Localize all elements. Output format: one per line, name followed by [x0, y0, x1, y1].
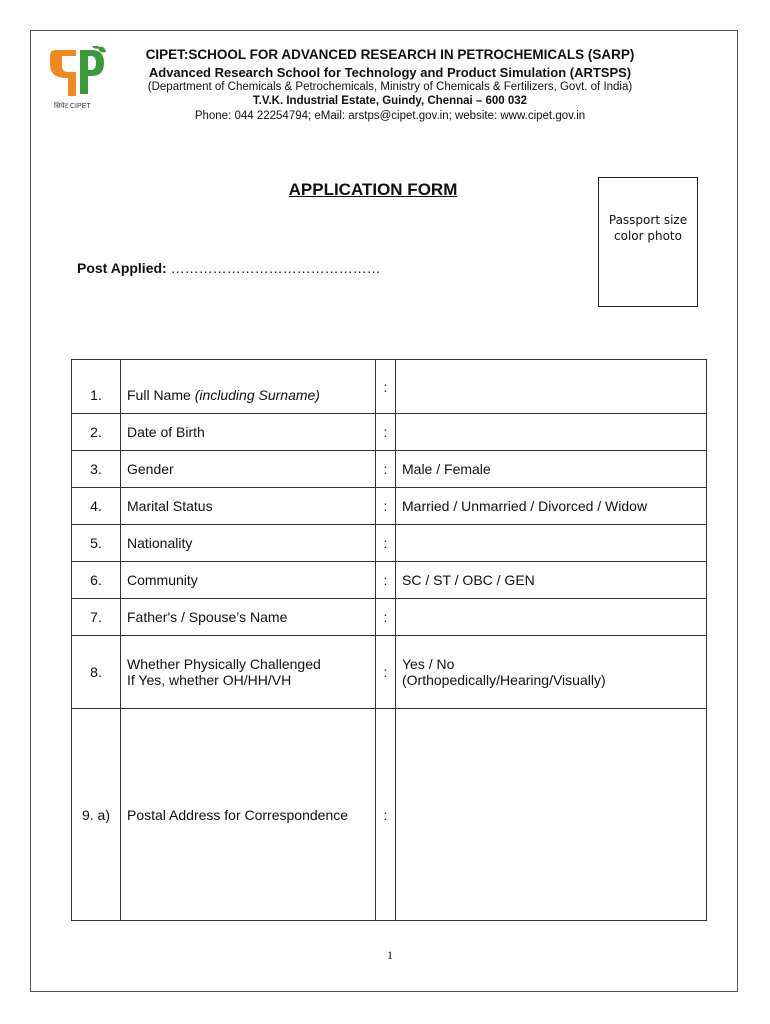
application-table [71, 359, 707, 921]
row-label: Father's / Spouse’s Name [121, 599, 376, 636]
row-colon: : [376, 562, 396, 599]
row-number: 3. [72, 451, 121, 488]
table-row [72, 599, 707, 636]
row-colon: : [376, 709, 396, 921]
row-number: 1. [72, 360, 121, 414]
gender-field[interactable]: Male / Female [396, 451, 707, 488]
full-name-field[interactable] [396, 360, 707, 414]
row-label-line2: If Yes, whether OH/HH/VH [127, 672, 292, 688]
institute-name: CIPET:SCHOOL FOR ADVANCED RESEARCH IN PETROCHEMICALS (SARP) [145, 47, 635, 62]
row-colon: : [376, 636, 396, 709]
post-applied[interactable] [77, 260, 381, 276]
row-colon: : [376, 488, 396, 525]
physically-challenged-field[interactable] [396, 636, 707, 709]
photo-label-line2: color photo [614, 229, 682, 243]
father-spouse-name-field[interactable] [396, 599, 707, 636]
table-row [72, 488, 707, 525]
department-line: (Department of Chemicals & Petrochemicals, Ministry of Chemicals & Fertilizers, Govt. of India) [147, 81, 633, 93]
postal-address-field[interactable] [396, 709, 707, 921]
row-label: Date of Birth [121, 414, 376, 451]
post-applied-colon: : [162, 260, 167, 276]
row-label: Community [121, 562, 376, 599]
marital-status-field[interactable]: Married / Unmarried / Divorced / Widow [396, 488, 707, 525]
table-row [72, 562, 707, 599]
table-row [72, 414, 707, 451]
logo-caption: सिपेट CIPET [54, 103, 91, 110]
school-name: Advanced Research School for Technology and Product Simulation (ARTSPS) [148, 65, 632, 80]
row-label [121, 636, 376, 709]
table-row [72, 525, 707, 562]
row-number: 2. [72, 414, 121, 451]
row-label-note: (including Surname) [194, 386, 320, 403]
row-value-line2: (Orthopedically/Hearing/Visually) [402, 672, 606, 688]
row-colon: : [376, 414, 396, 451]
community-field[interactable]: SC / ST / OBC / GEN [396, 562, 707, 599]
row-number: 5. [72, 525, 121, 562]
row-number: 4. [72, 488, 121, 525]
address-line: T.V.K. Industrial Estate, Guindy, Chennai – 600 032 [252, 95, 528, 107]
form-title: APPLICATION FORM [288, 180, 458, 199]
passport-photo-box[interactable] [598, 177, 698, 307]
row-value-line1: Yes / No [402, 656, 455, 672]
table-row [72, 451, 707, 488]
photo-label-line1: Passport size [608, 213, 688, 227]
post-applied-label: Post Applied [77, 260, 163, 276]
row-label: Nationality [121, 525, 376, 562]
row-number: 8. [72, 636, 121, 709]
contact-line: Phone: 044 22254794; eMail: arstps@cipet.gov.in; website: www.cipet.gov.in [194, 110, 586, 122]
date-of-birth-field[interactable] [396, 414, 707, 451]
row-colon: : [376, 451, 396, 488]
row-label-line1: Whether Physically Challenged [127, 656, 321, 672]
row-number: 6. [72, 562, 121, 599]
row-label: Marital Status [121, 488, 376, 525]
table-row [72, 636, 707, 709]
row-number: 9. a) [72, 709, 121, 921]
table-row [72, 709, 707, 921]
table-row [72, 360, 707, 414]
row-colon: : [376, 599, 396, 636]
row-colon: : [376, 525, 396, 562]
post-applied-field[interactable]: ……………………………………… [166, 260, 381, 276]
row-label: Postal Address for Correspondence [121, 709, 376, 921]
row-colon: : [376, 360, 396, 414]
page-number: 1 [387, 948, 393, 962]
nationality-field[interactable] [396, 525, 707, 562]
row-label: Gender [121, 451, 376, 488]
row-label-text: Full Name [127, 386, 195, 403]
row-label [121, 360, 376, 414]
row-number: 7. [72, 599, 121, 636]
